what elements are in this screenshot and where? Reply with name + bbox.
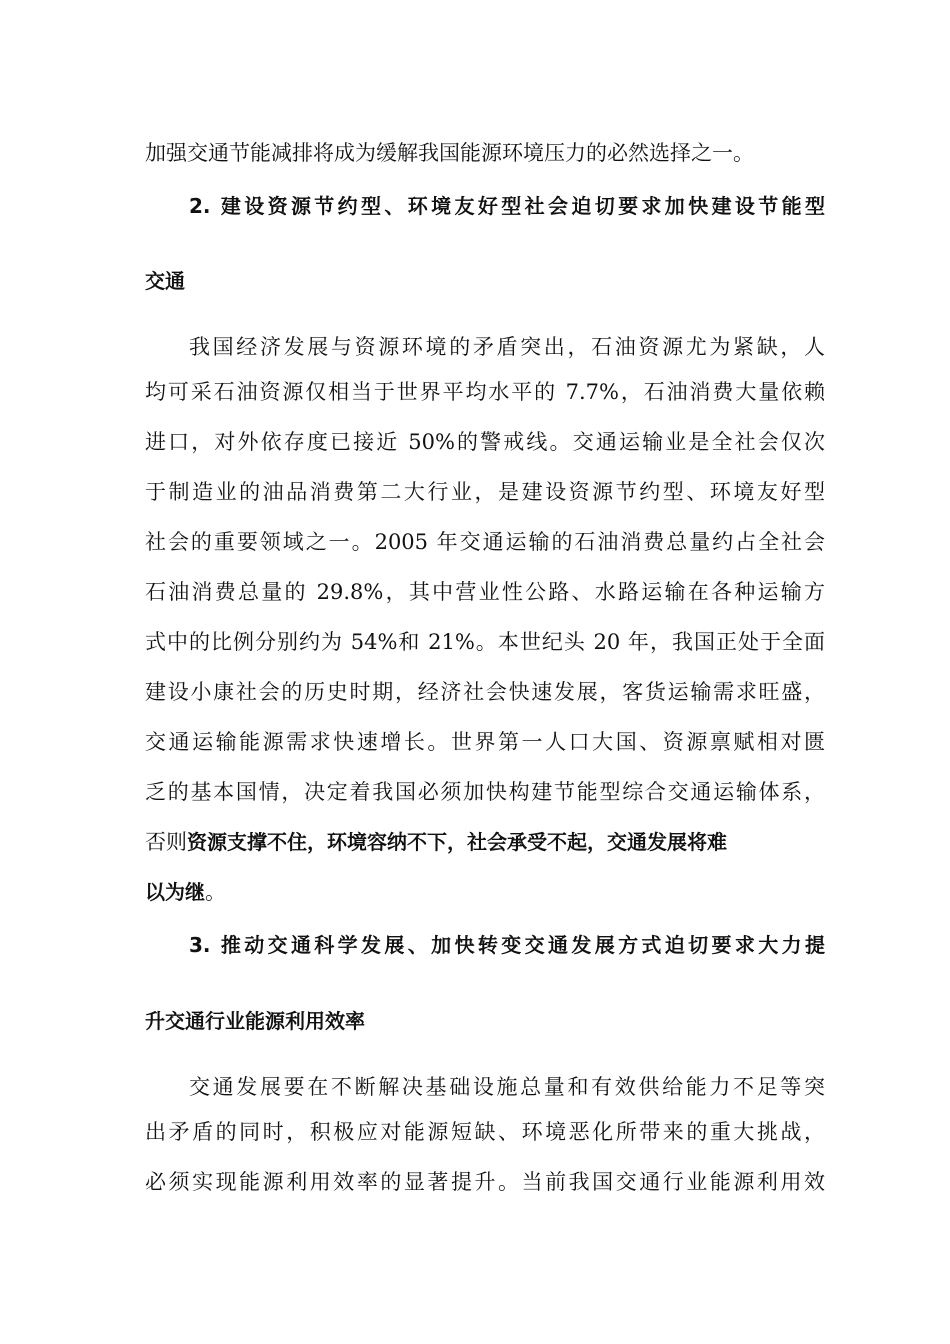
paragraph-line: 加强交通节能减排将成为缓解我国能源环境压力的必然选择之一。 <box>145 141 754 165</box>
paragraph-line: 均可采石油资源仅相当于世界平均水平的 7.7%，石油消费大量依赖 <box>145 380 825 404</box>
plain-text: 。 <box>205 880 226 904</box>
paragraph-line-mixed <box>145 826 825 858</box>
paragraph-line: 交通发展要在不断解决基础设施总量和有效供给能力不足等突 <box>189 1075 825 1099</box>
paragraph-line: 进口，对外依存度已接近 50%的警戒线。交通运输业是全社会仅次 <box>145 430 825 454</box>
section-heading-3-cont: 升交通行业能源利用效率 <box>145 1009 365 1033</box>
paragraph-line: 出矛盾的同时，积极应对能源短缺、环境恶化所带来的重大挑战， <box>145 1120 825 1144</box>
plain-text: 否则 <box>145 830 187 854</box>
emphasized-text: 资源支撑不住，环境容纳不下，社会承受不起，交通发展将难 <box>187 830 727 854</box>
paragraph-line: 必须实现能源利用效率的显著提升。当前我国交通行业能源利用效 <box>145 1170 825 1194</box>
paragraph-line: 建设小康社会的历史时期，经济社会快速发展，客货运输需求旺盛， <box>145 680 825 704</box>
paragraph-line: 乏的基本国情，决定着我国必须加快构建节能型综合交通运输体系， <box>145 780 825 804</box>
paragraph-line: 石油消费总量的 29.8%，其中营业性公路、水路运输在各种运输方 <box>145 580 825 604</box>
emphasized-text: 以为继 <box>145 880 205 904</box>
paragraph-line: 我国经济发展与资源环境的矛盾突出，石油资源尤为紧缺，人 <box>189 335 825 359</box>
section-heading-2-cont: 交通 <box>145 269 185 293</box>
paragraph-line: 式中的比例分别约为 54%和 21%。本世纪头 20 年，我国正处于全面 <box>145 630 825 654</box>
paragraph-line: 于制造业的油品消费第二大行业，是建设资源节约型、环境友好型 <box>145 480 825 504</box>
paragraph-line-mixed <box>145 876 825 908</box>
section-heading-3: 3. 推动交通科学发展、加快转变交通发展方式迫切要求大力提 <box>189 933 825 957</box>
section-heading-2: 2. 建设资源节约型、环境友好型社会迫切要求加快建设节能型 <box>189 194 825 218</box>
paragraph-line: 交通运输能源需求快速增长。世界第一人口大国、资源禀赋相对匮 <box>145 730 825 754</box>
paragraph-line: 社会的重要领域之一。2005 年交通运输的石油消费总量约占全社会 <box>145 530 825 554</box>
